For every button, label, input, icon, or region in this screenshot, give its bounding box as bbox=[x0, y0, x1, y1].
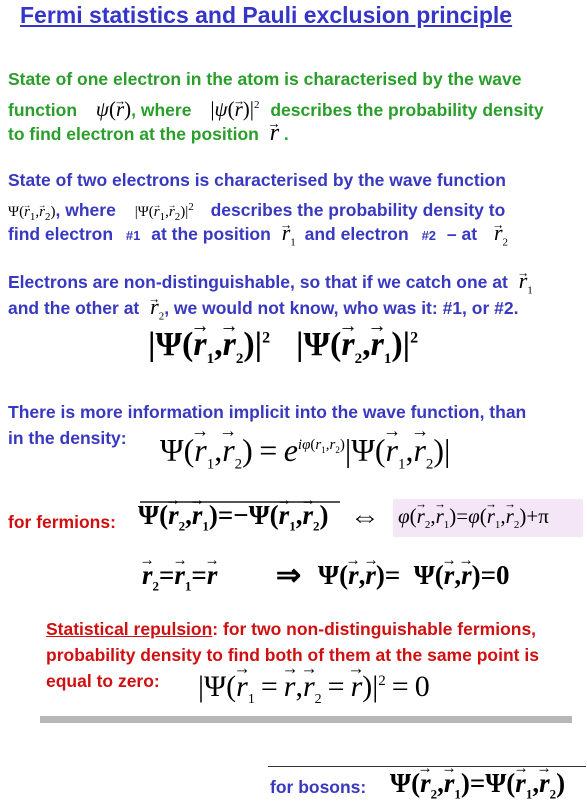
slide-title: Fermi statistics and Pauli exclusion principle bbox=[20, 2, 513, 28]
density-r1-r2: $|\Psi(\to r_1,\to r_2)|^2$ bbox=[148, 326, 270, 368]
section3-line2a: and the other at bbox=[8, 298, 140, 318]
section2-line3c: and electron bbox=[304, 224, 409, 244]
zero-wavefunction: Ψ(→ r,→ r)= Ψ(→ r,→ r)=0 bbox=[318, 560, 509, 591]
section2-line3a: find electron bbox=[8, 224, 114, 244]
repulsion-line3: equal to zero: bbox=[46, 671, 160, 691]
other-at-r2: → $r_2$ bbox=[150, 294, 164, 319]
repulsion-underline-bar bbox=[40, 716, 572, 723]
position-r2: → $r_2$ bbox=[494, 220, 508, 245]
section1-line3-text: to find electron at the position bbox=[8, 124, 259, 144]
section1-line3-end: . bbox=[283, 124, 289, 144]
electron-number-2: #2 bbox=[421, 228, 437, 243]
section1-line1: State of one electron in the atom is characterised by the wave bbox=[8, 69, 522, 89]
section4-line2: in the density: bbox=[8, 428, 127, 448]
section2-line3 bbox=[8, 220, 508, 255]
section2-line2a: , where bbox=[55, 200, 116, 220]
section2-line3d: – at bbox=[446, 224, 478, 244]
boson-symmetry: $\Psi(\to r_2,\to r_1)=\Psi(\to r_1,\to r_2)$ bbox=[390, 768, 565, 802]
electron-number-1: #1 bbox=[125, 228, 141, 243]
bosons-label: for bosons: bbox=[270, 777, 367, 797]
density-r2-r1: $|\Psi(\to r_2,\to r_1)|^2$ bbox=[296, 326, 418, 368]
psi-of-r: ψ(→ r) bbox=[96, 97, 131, 121]
section3-line2b: , we would not know, who was it: #1, or #2. bbox=[164, 298, 519, 318]
repulsion-line2: probability density to find both of them at the same point is bbox=[46, 645, 539, 665]
section1-line2a: function bbox=[8, 100, 78, 120]
section3-line2 bbox=[8, 294, 518, 329]
repulsion-line1 bbox=[46, 616, 536, 642]
wavefunction-phase-equation: $\Psi(\to r_1,\to r_2) = e^{i\varphi(r_1,r_2)}|\Psi(\to r_1,\to r_2)|$ bbox=[160, 432, 450, 473]
zero-density-equation: $|\Psi(\to r_1$ = → $r,\to r_2$ = → $r)|^2 = 0$ bbox=[198, 670, 430, 708]
psi-r1-r2: $\Psi(\to r_1,\to r_2)$ bbox=[8, 204, 56, 220]
catch-at-r1: → $r_1$ bbox=[519, 268, 533, 293]
position-r1: → $r_1$ bbox=[282, 220, 296, 245]
section3-line1-text: Electrons are non-distinguishable, so that if we catch one at bbox=[8, 272, 508, 292]
section1-line2b: , where bbox=[131, 100, 192, 120]
position-r: → r bbox=[270, 120, 279, 146]
implies-arrow: ⇒ bbox=[276, 559, 302, 592]
repulsion-term: Statistical repulsion bbox=[46, 619, 213, 639]
iff-arrow: ⇔ bbox=[350, 500, 380, 533]
phase-relation: $\varphi(\to r_2,\to r_1)=\varphi(\to r_1,\to r_2)+\pi$ bbox=[398, 504, 549, 531]
section2-line1: State of two electrons is characterised by the wave function bbox=[8, 170, 506, 190]
section1-line2c: describes the probability density bbox=[270, 100, 544, 120]
section4-line1: There is more information implicit into the wave function, than bbox=[8, 402, 527, 422]
psi-r1-r2-abs-squared: $|\Psi(\to r_1,\to r_2)|^2$ bbox=[135, 204, 194, 220]
fermions-label: for fermions: bbox=[8, 512, 116, 532]
coincident-positions: → $r_2=\to r_1=\to r$ bbox=[142, 560, 217, 594]
section2-line3b: at the position bbox=[151, 224, 271, 244]
fermion-antisymmetry: $\Psi(\to r_2,\to r_1)=-\Psi(\to r_1,\to r_2)$ bbox=[138, 500, 328, 534]
section2-line2b: describes the probability density to bbox=[210, 200, 506, 220]
section1-line3 bbox=[8, 120, 289, 147]
repulsion-line1-text: : for two non-distinguishable fermions, bbox=[212, 619, 537, 639]
psi-abs-squared: $|\psi(\to r)|^2$ bbox=[210, 97, 259, 121]
